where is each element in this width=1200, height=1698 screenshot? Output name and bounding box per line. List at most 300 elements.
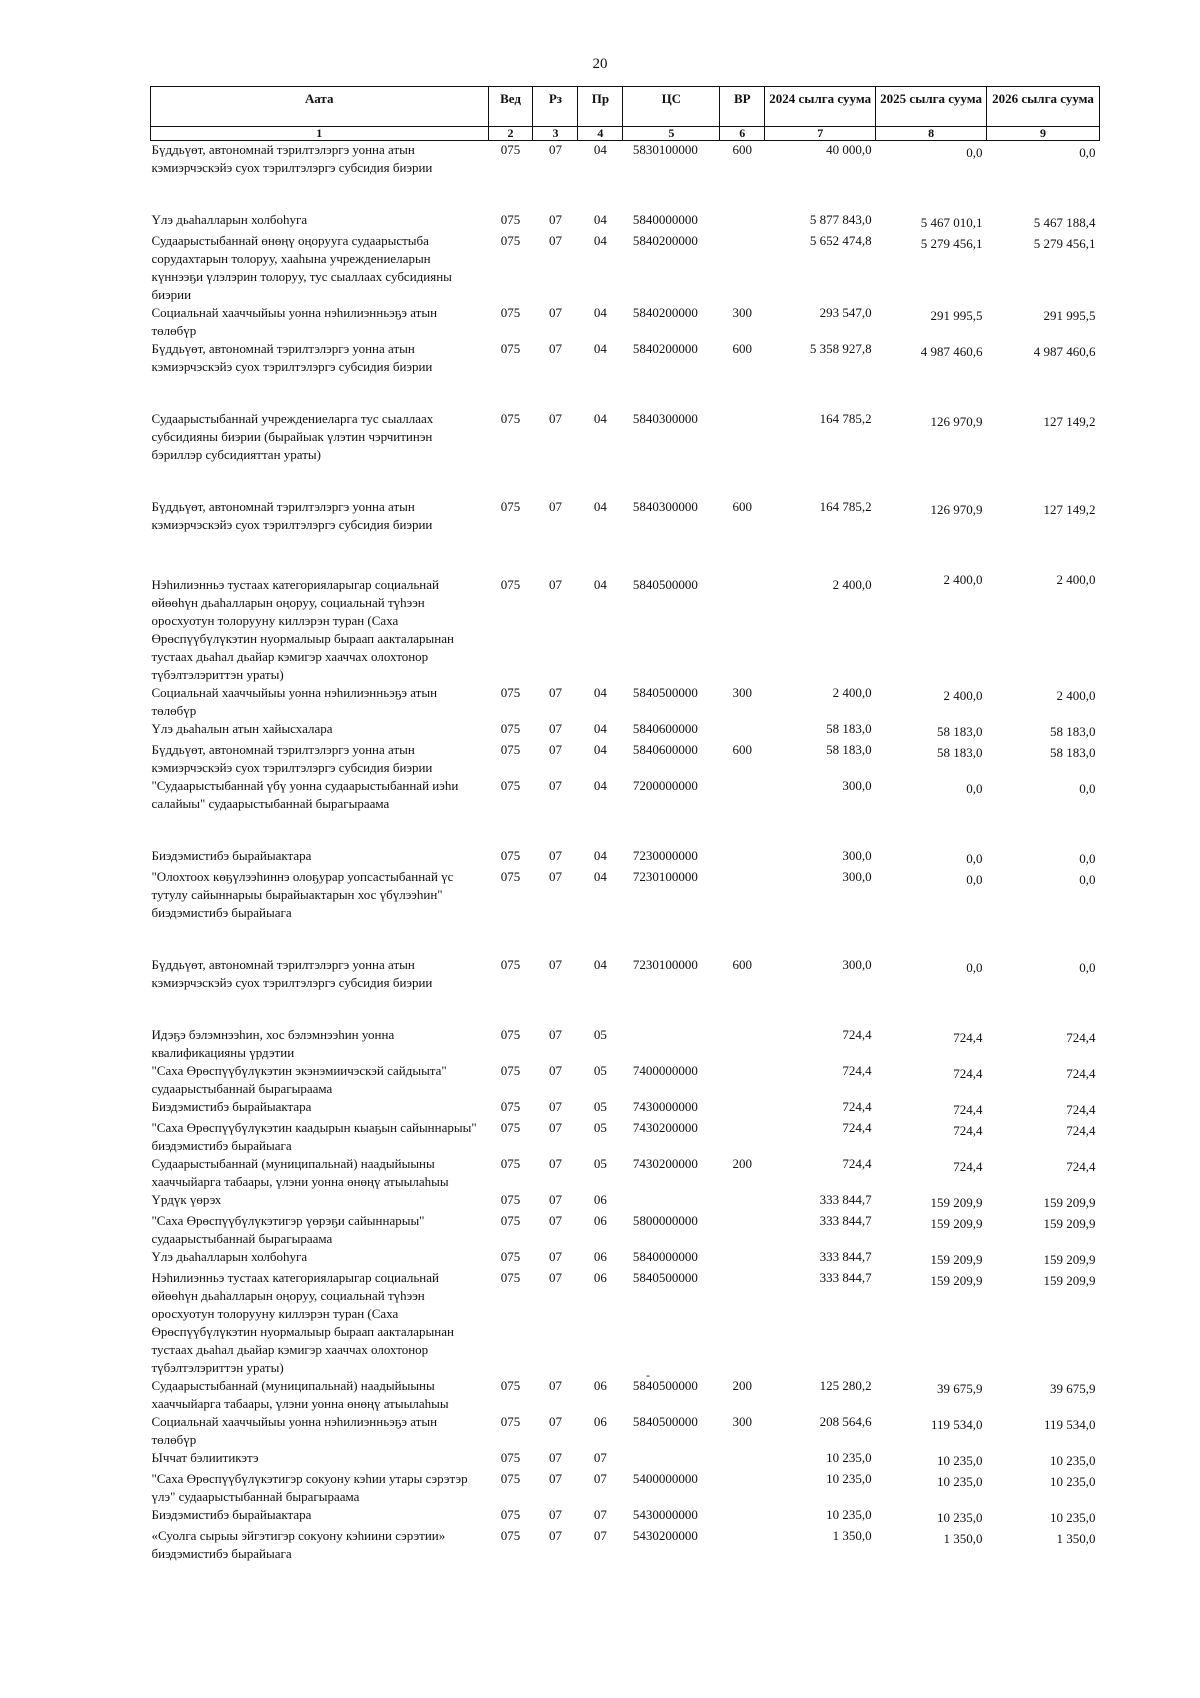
row-rz: 07 (548, 869, 562, 884)
row-name: Судаарыстыбаннай учреждениеларга тус сыаллаах субсидияны биэрии (бырайыак үлэтин чэрчитинэн бэриллэр субсидияттан ураты) (151, 411, 434, 462)
row-name: Үлэ дьаһалларын холбоһуга (151, 212, 308, 227)
row-name: Социальнай хааччыйыы уонна нэһилиэнньэҕэ атын төлөбүр (151, 1414, 438, 1447)
table-row (151, 1269, 1100, 1377)
row-cs (623, 1026, 720, 1062)
row-ved: 075 (500, 1378, 521, 1393)
table-row (151, 868, 1100, 956)
row-pr: 04 (593, 341, 607, 356)
row-ved: 075 (500, 1414, 521, 1429)
row-vr (720, 847, 765, 868)
row-name: "Олохтоох көҕүлээһиннэ олоҕурар уопсастыбаннай үс тутулу сайыннарыы бырайыактарын хос үбүлээһин" биэдэмистибэ бырайыага (151, 869, 454, 920)
row-cs: 5840500000 (632, 685, 698, 700)
row-rz: 07 (548, 577, 562, 592)
column-number: 1 (151, 127, 489, 141)
row-name: Бүддьүөт, автономнай тэрилтэлэргэ уонна атын кэмиэрчэскэйэ суох тэрилтэлэргэ субсидия биэрии (151, 142, 433, 175)
row-vr (720, 1212, 765, 1248)
row-name: Нэһилиэнньэ тустаах категорияларыгар социальнай өйөөһүн дьаһалларын оңоруу, социальнай түһээн оросхуотун толорууну киллэрэн туран (Саха Өрөспүүбүлүкэтин нуормалыыр быраап аакталарынан тустаах дьаһал дьайар кэмигэр хааччах олохтонор түбэлтэлэриттэн ураты) (151, 577, 454, 682)
row-vr: 300 (732, 305, 753, 320)
row-2024: 164 785,2 (819, 411, 872, 426)
page-number: 20 (592, 56, 608, 72)
row-2026: 10 235,0 (1050, 1453, 1096, 1468)
table-row (151, 720, 1100, 741)
row-rz: 07 (548, 721, 562, 736)
row-2026: 4 987 460,6 (1033, 344, 1096, 359)
row-2026: 39 675,9 (1050, 1381, 1096, 1396)
row-vr (720, 1470, 765, 1506)
row-ved: 075 (500, 1192, 521, 1207)
row-cs: 5400000000 (632, 1471, 698, 1486)
row-cs: 5840200000 (632, 233, 698, 248)
column-number-row (151, 127, 1100, 141)
table-row (151, 1377, 1100, 1413)
table-row (151, 1527, 1100, 1563)
row-name: Социальнай хааччыйыы уонна нэһилиэнньэҕэ атын төлөбүр (151, 305, 438, 338)
row-2026: 119 534,0 (1043, 1417, 1096, 1432)
table-row (151, 1212, 1100, 1248)
row-2026: 127 149,2 (1043, 414, 1096, 429)
row-2024: 300,0 (842, 778, 872, 793)
row-2026: 291 995,5 (1043, 308, 1096, 323)
row-cs: 7430200000 (632, 1156, 698, 1171)
row-rz: 07 (548, 1249, 562, 1264)
row-2026: 58 183,0 (1050, 745, 1096, 760)
row-ved: 075 (500, 742, 521, 757)
table-row (151, 141, 1100, 212)
row-vr: 300 (732, 685, 753, 700)
row-pr: 05 (593, 1027, 607, 1042)
row-name: Үлэ дьаһалын атын хайысхалара (151, 721, 333, 736)
table-row (151, 684, 1100, 720)
row-name: Судаарыстыбаннай (муниципальнай) наадыйыыны хааччыйарга табаары, үлэни уонна өнөңү атыылаһыы (151, 1378, 449, 1411)
row-name: Идэҕэ бэлэмнээһин, хос бэлэмнээһин уонна квалификацияны үрдэтии (151, 1027, 395, 1060)
row-pr: 04 (593, 848, 607, 863)
table-row (151, 211, 1100, 232)
row-2026: 0,0 (1079, 960, 1096, 975)
row-2024: 5 652 474,8 (809, 233, 872, 248)
row-2024: 724,4 (842, 1120, 872, 1135)
row-pr: 04 (593, 778, 607, 793)
row-2025: 5 279 456,1 (920, 236, 983, 251)
row-pr: 06 (593, 1192, 607, 1207)
row-rz: 07 (548, 212, 562, 227)
table-row (151, 340, 1100, 410)
row-2025: 10 235,0 (937, 1453, 983, 1468)
row-cs: 5840500000 (632, 1378, 698, 1393)
row-pr: 04 (593, 577, 607, 592)
row-cs: 5840500000 (632, 1270, 698, 1285)
row-cs: 7230000000 (632, 848, 698, 863)
header-2026: 2026 сылга суума (987, 87, 1100, 127)
row-2025: 724,4 (953, 1066, 983, 1081)
table-row (151, 568, 1100, 684)
row-pr: 07 (593, 1507, 607, 1522)
row-ved: 075 (500, 1528, 521, 1543)
row-2024: 724,4 (842, 1063, 872, 1078)
row-vr: 600 (732, 142, 753, 157)
row-ved: 075 (500, 957, 521, 972)
table-row (151, 304, 1100, 340)
row-vr: 600 (732, 499, 753, 514)
row-ved: 075 (500, 1270, 521, 1285)
row-pr: 04 (593, 869, 607, 884)
row-2025: 126 970,9 (930, 414, 983, 429)
row-2026: 724,4 (1066, 1159, 1096, 1174)
row-2026: 127 149,2 (1043, 502, 1096, 517)
row-2025: 1 350,0 (943, 1531, 983, 1546)
row-vr: 300 (732, 1414, 753, 1429)
row-name: "Судаарыстыбаннай үбү уонна судаарыстыбаннай иэһи салайыы" судаарыстыбаннай бырагыраама (151, 778, 459, 811)
row-rz: 07 (548, 1099, 562, 1114)
row-2025: 2 400,0 (943, 572, 983, 587)
column-number: 4 (578, 127, 623, 141)
row-pr: 04 (593, 233, 607, 248)
row-vr (720, 568, 765, 684)
row-2025: 10 235,0 (937, 1510, 983, 1525)
row-2024: 125 280,2 (819, 1378, 872, 1393)
row-2025: 724,4 (953, 1030, 983, 1045)
table-row (151, 1119, 1100, 1155)
row-rz: 07 (548, 742, 562, 757)
table-row (151, 1155, 1100, 1191)
row-name: "Саха Өрөспүүбүлүкэтигэр үөрэҕи сайыннарыы" судаарыстыбаннай бырагыраама (151, 1213, 425, 1246)
row-rz: 07 (548, 848, 562, 863)
row-2025: 159 209,9 (930, 1252, 983, 1267)
row-pr: 04 (593, 742, 607, 757)
row-name: "Саха Өрөспүүбүлүкэтин экэнэмиичэскэй сайдыыта" судаарыстыбаннай бырагыраама (151, 1063, 447, 1096)
row-name: «Суолга сырыы эйгэтигэр сокуону кэһиини сэрэтии» биэдэмистибэ бырайыага (151, 1528, 446, 1561)
row-2025: 724,4 (953, 1123, 983, 1138)
row-vr (720, 777, 765, 847)
row-rz: 07 (548, 1378, 562, 1393)
table-row (151, 1248, 1100, 1269)
stray-mark: - (646, 1368, 650, 1382)
row-2026: 2 400,0 (1056, 688, 1096, 703)
row-2025: 0,0 (966, 872, 983, 887)
table-row (151, 847, 1100, 868)
header-name: Аата (151, 87, 489, 127)
row-pr: 06 (593, 1270, 607, 1285)
row-rz: 07 (548, 957, 562, 972)
table-row (151, 777, 1100, 847)
row-cs (623, 1191, 720, 1212)
row-vr (720, 1191, 765, 1212)
row-rz: 07 (548, 142, 562, 157)
row-ved: 075 (500, 212, 521, 227)
row-cs: 5430000000 (632, 1507, 698, 1522)
row-vr (720, 1026, 765, 1062)
row-ved: 075 (500, 499, 521, 514)
row-ved: 075 (500, 1249, 521, 1264)
row-2024: 333 844,7 (819, 1270, 872, 1285)
row-cs: 5840300000 (632, 499, 698, 514)
row-ved: 075 (500, 1156, 521, 1171)
row-ved: 075 (500, 233, 521, 248)
row-cs: 5840600000 (632, 742, 698, 757)
table-row (151, 232, 1100, 304)
row-rz: 07 (548, 1507, 562, 1522)
row-rz: 07 (548, 1471, 562, 1486)
row-name: Бүддьүөт, автономнай тэрилтэлэргэ уонна атын кэмиэрчэскэйэ суох тэрилтэлэргэ субсидия биэрии (151, 742, 433, 775)
row-rz: 07 (548, 499, 562, 514)
row-vr (720, 1506, 765, 1527)
table-row (151, 1026, 1100, 1062)
row-vr (720, 1119, 765, 1155)
row-2024: 333 844,7 (819, 1213, 872, 1228)
header-2025: 2025 сылга суума (876, 87, 987, 127)
row-2026: 159 209,9 (1043, 1216, 1096, 1231)
row-cs: 5840000000 (632, 1249, 698, 1264)
row-2026: 0,0 (1079, 145, 1096, 160)
row-pr: 05 (593, 1099, 607, 1114)
row-pr: 05 (593, 1063, 607, 1078)
row-rz: 07 (548, 411, 562, 426)
table-row (151, 1470, 1100, 1506)
row-vr: 200 (732, 1156, 753, 1171)
row-2025: 159 209,9 (930, 1195, 983, 1210)
row-vr (720, 1449, 765, 1470)
row-2024: 5 358 927,8 (809, 341, 872, 356)
row-ved: 075 (500, 685, 521, 700)
row-pr: 07 (593, 1528, 607, 1543)
row-cs: 5840600000 (632, 721, 698, 736)
row-vr (720, 1062, 765, 1098)
table-row (151, 498, 1100, 568)
row-pr: 06 (593, 1378, 607, 1393)
row-pr: 04 (593, 305, 607, 320)
row-ved: 075 (500, 1507, 521, 1522)
row-2025: 0,0 (966, 781, 983, 796)
row-rz: 07 (548, 1414, 562, 1429)
row-2026: 724,4 (1066, 1123, 1096, 1138)
row-vr (720, 410, 765, 498)
row-pr: 04 (593, 411, 607, 426)
row-pr: 07 (593, 1450, 607, 1465)
row-cs: 7230100000 (632, 869, 698, 884)
table-row (151, 741, 1100, 777)
row-2025: 2 400,0 (943, 688, 983, 703)
row-2025: 0,0 (966, 145, 983, 160)
row-pr: 04 (593, 721, 607, 736)
row-ved: 075 (500, 721, 521, 736)
row-vr (720, 211, 765, 232)
row-cs: 5840200000 (632, 305, 698, 320)
row-name: Социальнай хааччыйыы уонна нэһилиэнньэҕэ атын төлөбүр (151, 685, 438, 718)
row-2024: 1 350,0 (832, 1528, 872, 1543)
row-ved: 075 (500, 1099, 521, 1114)
row-cs: 7430000000 (632, 1099, 698, 1114)
row-vr: 600 (732, 341, 753, 356)
row-vr (720, 868, 765, 956)
table-row (151, 1191, 1100, 1212)
row-vr: 600 (732, 742, 753, 757)
row-name: Бүддьүөт, автономнай тэрилтэлэргэ уонна атын кэмиэрчэскэйэ суох тэрилтэлэргэ субсидия биэрии (151, 499, 433, 532)
row-2025: 126 970,9 (930, 502, 983, 517)
row-ved: 075 (500, 1063, 521, 1078)
table-row (151, 1098, 1100, 1119)
row-ved: 075 (500, 1213, 521, 1228)
row-2026: 159 209,9 (1043, 1273, 1096, 1288)
row-name: Ыччат бэлиитикэтэ (151, 1450, 259, 1465)
row-name: Биэдэмистибэ бырайыактара (151, 1507, 312, 1522)
row-cs: 5840000000 (632, 212, 698, 227)
row-rz: 07 (548, 1192, 562, 1207)
table-row (151, 1506, 1100, 1527)
row-rz: 07 (548, 341, 562, 356)
column-number: 7 (765, 127, 876, 141)
row-rz: 07 (548, 305, 562, 320)
row-2026: 10 235,0 (1050, 1474, 1096, 1489)
row-cs: 5840500000 (632, 577, 698, 592)
row-rz: 07 (548, 1120, 562, 1135)
row-rz: 07 (548, 1528, 562, 1543)
row-2025: 119 534,0 (931, 1417, 983, 1432)
row-vr: 200 (732, 1378, 753, 1393)
row-name: Бүддьүөт, автономнай тэрилтэлэргэ уонна атын кэмиэрчэскэйэ суох тэрилтэлэргэ субсидия биэрии (151, 957, 433, 990)
row-ved: 075 (500, 1120, 521, 1135)
row-rz: 07 (548, 1270, 562, 1285)
budget-table (150, 86, 1100, 1563)
row-pr: 04 (593, 685, 607, 700)
row-2024: 2 400,0 (832, 685, 872, 700)
row-cs: 5430200000 (632, 1528, 698, 1543)
row-ved: 075 (500, 1027, 521, 1042)
row-2024: 300,0 (842, 869, 872, 884)
header-2024: 2024 сылга суума (765, 87, 876, 127)
row-rz: 07 (548, 1063, 562, 1078)
row-2024: 300,0 (842, 957, 872, 972)
row-2026: 5 279 456,1 (1033, 236, 1096, 251)
row-2024: 333 844,7 (819, 1249, 872, 1264)
row-vr (720, 1527, 765, 1563)
row-rz: 07 (548, 1213, 562, 1228)
row-2024: 333 844,7 (819, 1192, 872, 1207)
column-number: 9 (987, 127, 1100, 141)
row-2024: 58 183,0 (826, 721, 872, 736)
row-name: Үрдүк үөрэх (151, 1192, 222, 1207)
table-body (151, 141, 1100, 1564)
row-ved: 075 (500, 1471, 521, 1486)
header-cs: ЦС (623, 87, 720, 127)
row-name: Судаарыстыбаннай өнөңү оңорууга судаарыстыба сорудахтарын толоруу, хааһына учреждениеларын күннээҕи үлэлэрин толоруу, тус сыаллаах субсидияны биэрии (151, 233, 452, 302)
row-2024: 724,4 (842, 1027, 872, 1042)
row-pr: 04 (593, 142, 607, 157)
row-2025: 724,4 (953, 1102, 983, 1117)
row-2025: 5 467 010,1 (920, 215, 983, 230)
row-pr: 05 (593, 1156, 607, 1171)
row-ved: 075 (500, 341, 521, 356)
column-number: 8 (876, 127, 987, 141)
column-number: 5 (623, 127, 720, 141)
table-row (151, 1062, 1100, 1098)
row-vr (720, 1098, 765, 1119)
row-rz: 07 (548, 1156, 562, 1171)
row-2024: 724,4 (842, 1156, 872, 1171)
row-cs: 5800000000 (632, 1213, 698, 1228)
row-ved: 075 (500, 778, 521, 793)
row-2026: 159 209,9 (1043, 1252, 1096, 1267)
row-2026: 2 400,0 (1056, 572, 1096, 587)
row-2026: 724,4 (1066, 1102, 1096, 1117)
row-2026: 0,0 (1079, 781, 1096, 796)
table-row (151, 410, 1100, 498)
row-vr: 600 (732, 957, 753, 972)
row-2024: 2 400,0 (832, 577, 872, 592)
row-rz: 07 (548, 778, 562, 793)
table-row (151, 1449, 1100, 1470)
row-2024: 10 235,0 (826, 1450, 872, 1465)
row-name: Биэдэмистибэ бырайыактара (151, 848, 312, 863)
row-pr: 05 (593, 1120, 607, 1135)
row-name: Судаарыстыбаннай (муниципальнай) наадыйыыны хааччыйарга табаары, үлэни уонна өнөңү атыылаһыы (151, 1156, 449, 1189)
row-2024: 208 564,6 (819, 1414, 872, 1429)
row-name: Биэдэмистибэ бырайыактара (151, 1099, 312, 1114)
row-pr: 07 (593, 1471, 607, 1486)
row-name: "Саха Өрөспүүбүлүкэтин каадырын кыаҕын сайыннарыы" биэдэмистибэ бырайыага (151, 1120, 477, 1153)
row-ved: 075 (500, 1450, 521, 1465)
row-ved: 075 (500, 577, 521, 592)
row-rz: 07 (548, 233, 562, 248)
row-cs: 7230100000 (632, 957, 698, 972)
row-pr: 04 (593, 499, 607, 514)
row-cs: 5830100000 (632, 142, 698, 157)
row-2024: 293 547,0 (819, 305, 872, 320)
header-ved: Вед (488, 87, 533, 127)
row-2025: 0,0 (966, 851, 983, 866)
row-rz: 07 (548, 1450, 562, 1465)
row-name: Нэһилиэнньэ тустаах категорияларыгар социальнай өйөөһүн дьаһалларын оңоруу, социальнай түһээн оросхуотун толорууну киллэрэн туран (Саха Өрөспүүбүлүкэтин нуормалыыр быраап аакталарынан тустаах дьаһал дьайар кэмигэр хааччах олохтонор түбэлтэлэриттэн ураты) (151, 1270, 454, 1375)
table-row (151, 956, 1100, 1026)
row-2025: 10 235,0 (937, 1474, 983, 1489)
row-rz: 07 (548, 685, 562, 700)
row-name: "Саха Өрөспүүбүлүкэтигэр сокуону кэһии утары сэрэтэр үлэ" судаарыстыбаннай бырагыраама (151, 1471, 468, 1504)
row-ved: 075 (500, 869, 521, 884)
row-2025: 159 209,9 (930, 1216, 983, 1231)
row-2025: 724,4 (953, 1159, 983, 1174)
row-ved: 075 (500, 305, 521, 320)
row-2026: 10 235,0 (1050, 1510, 1096, 1525)
row-cs (623, 1449, 720, 1470)
row-cs: 5840300000 (632, 411, 698, 426)
row-ved: 075 (500, 142, 521, 157)
row-cs: 7430200000 (632, 1120, 698, 1135)
row-vr (720, 1248, 765, 1269)
row-2024: 164 785,2 (819, 499, 872, 514)
row-2025: 0,0 (966, 960, 983, 975)
row-2025: 39 675,9 (937, 1381, 983, 1396)
row-name: Бүддьүөт, автономнай тэрилтэлэргэ уонна атын кэмиэрчэскэйэ суох тэрилтэлэргэ субсидия биэрии (151, 341, 433, 374)
row-2026: 0,0 (1079, 872, 1096, 887)
row-cs: 7200000000 (632, 778, 698, 793)
row-pr: 06 (593, 1213, 607, 1228)
row-2024: 10 235,0 (826, 1471, 872, 1486)
row-cs: 5840500000 (632, 1414, 698, 1429)
row-2024: 724,4 (842, 1099, 872, 1114)
column-number: 3 (533, 127, 578, 141)
column-number: 2 (488, 127, 533, 141)
row-2026: 159 209,9 (1043, 1195, 1096, 1210)
row-2026: 724,4 (1066, 1066, 1096, 1081)
row-rz: 07 (548, 1027, 562, 1042)
header-rz: Рз (533, 87, 578, 127)
row-2026: 1 350,0 (1056, 1531, 1096, 1546)
row-2025: 159 209,9 (930, 1273, 983, 1288)
table-header-row (151, 87, 1100, 127)
row-2026: 5 467 188,4 (1033, 215, 1096, 230)
column-number: 6 (720, 127, 765, 141)
row-2026: 0,0 (1079, 851, 1096, 866)
row-2024: 58 183,0 (826, 742, 872, 757)
header-vr: ВР (720, 87, 765, 127)
